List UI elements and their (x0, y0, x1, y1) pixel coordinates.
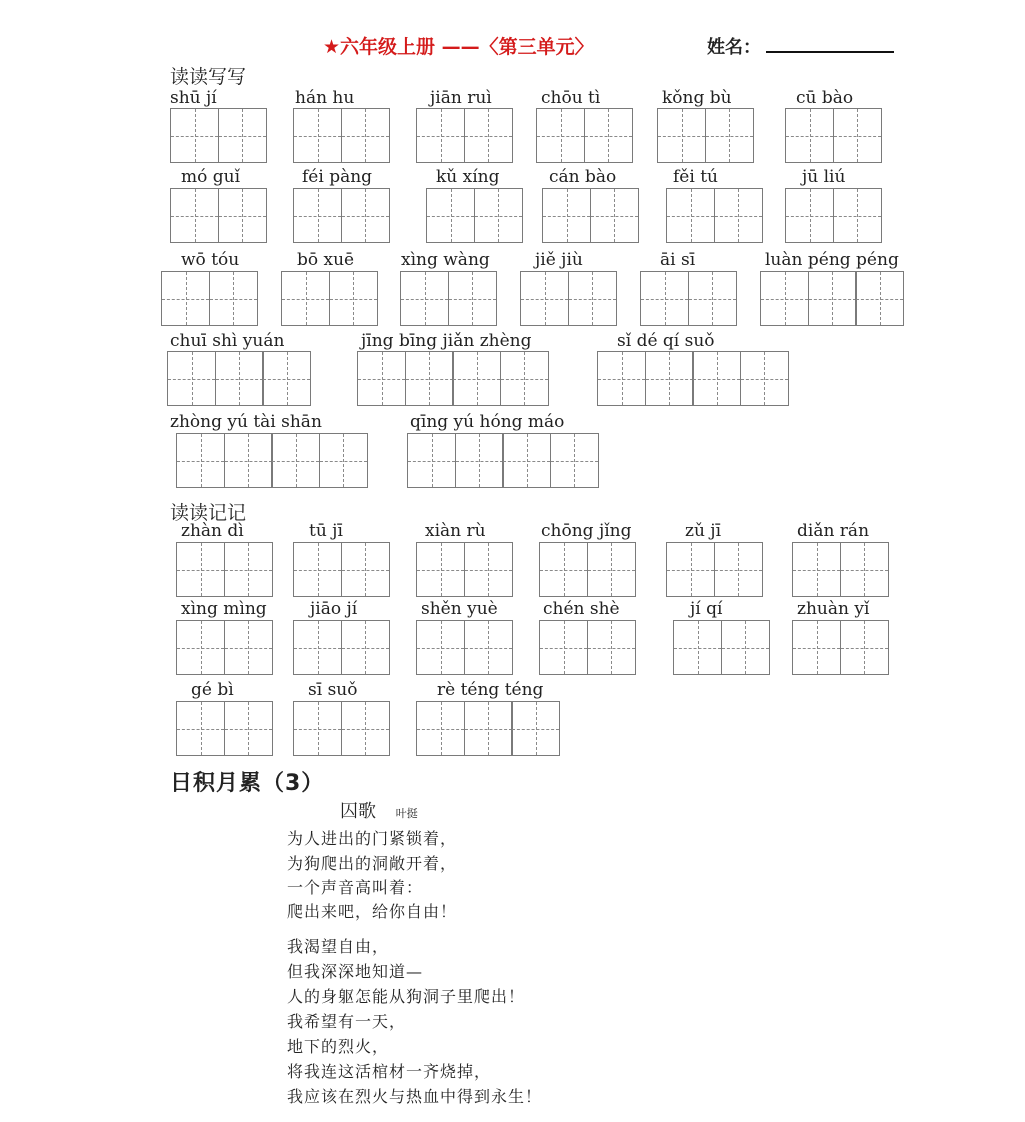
writing-cell[interactable] (587, 542, 636, 597)
writing-cell[interactable] (833, 108, 882, 163)
read-remember-writing-grid (293, 620, 388, 675)
read-write-pinyin: fěi tú (673, 167, 718, 187)
read-remember-pinyin: gé bì (191, 680, 234, 700)
read-write-pinyin: féi pàng (302, 167, 373, 187)
writing-cell[interactable] (209, 271, 258, 326)
read-write-writing-grid (293, 108, 388, 163)
read-remember-writing-grid (539, 542, 634, 597)
read-remember-pinyin: chōng jǐng (541, 521, 632, 541)
writing-cell[interactable] (224, 620, 273, 675)
read-write-pinyin: cán bào (549, 167, 617, 187)
read-remember-writing-grid (416, 701, 559, 756)
read-write-pinyin: shū jí (170, 88, 217, 108)
writing-cell[interactable] (474, 188, 523, 243)
poem-author: 叶挺 (395, 807, 418, 820)
writing-cell[interactable] (215, 351, 264, 406)
writing-cell[interactable] (792, 542, 841, 597)
read-write-writing-grid (785, 108, 880, 163)
read-write-pinyin: zhòng yú tài shān (170, 412, 322, 432)
read-write-writing-grid (760, 271, 903, 326)
writing-cell[interactable] (584, 108, 633, 163)
read-remember-pinyin: diǎn rán (797, 521, 870, 541)
writing-cell[interactable] (550, 433, 599, 488)
writing-cell[interactable] (170, 108, 219, 163)
writing-cell[interactable] (416, 108, 465, 163)
writing-cell[interactable] (293, 701, 342, 756)
writing-cell[interactable] (357, 351, 406, 406)
writing-cell[interactable] (405, 351, 454, 406)
read-write-pinyin: wō tóu (181, 250, 240, 270)
read-remember-pinyin: rè téng téng (437, 680, 544, 700)
writing-cell[interactable] (416, 620, 465, 675)
writing-cell[interactable] (855, 271, 904, 326)
read-write-pinyin: qīng yú hóng máo (410, 412, 565, 432)
read-remember-writing-grid (293, 542, 388, 597)
writing-cell[interactable] (464, 620, 513, 675)
read-remember-writing-grid (792, 620, 887, 675)
writing-cell[interactable] (224, 542, 273, 597)
writing-cell[interactable] (271, 433, 320, 488)
poem-title (340, 797, 418, 823)
writing-cell[interactable] (224, 433, 273, 488)
writing-cell[interactable] (587, 620, 636, 675)
section-heading-read-write: 读读写写 (170, 66, 247, 88)
writing-cell[interactable] (740, 351, 789, 406)
read-write-writing-grid (407, 433, 597, 488)
writing-cell[interactable] (692, 351, 741, 406)
writing-cell[interactable] (597, 351, 646, 406)
writing-cell[interactable] (520, 271, 569, 326)
writing-cell[interactable] (666, 542, 715, 597)
writing-cell[interactable] (511, 701, 560, 756)
read-remember-writing-grid (416, 542, 511, 597)
read-write-pinyin: jīng bīng jiǎn zhèng (361, 331, 532, 351)
writing-cell[interactable] (688, 271, 737, 326)
writing-cell[interactable] (645, 351, 694, 406)
writing-cell[interactable] (218, 108, 267, 163)
read-write-pinyin: luàn péng péng (765, 250, 899, 270)
read-write-pinyin: jiě jiù (535, 250, 583, 270)
writing-cell[interactable] (161, 271, 210, 326)
writing-cell[interactable] (167, 351, 216, 406)
read-write-pinyin: kǒng bù (662, 88, 732, 108)
poem-line: 将我连这活棺材一齐烧掉， (287, 1062, 492, 1081)
writing-cell[interactable] (840, 542, 889, 597)
writing-cell[interactable] (341, 188, 390, 243)
writing-cell[interactable] (785, 188, 834, 243)
poem-line: 但我深深地知道— (287, 962, 424, 981)
writing-cell[interactable] (657, 108, 706, 163)
writing-cell[interactable] (640, 271, 689, 326)
writing-cell[interactable] (341, 701, 390, 756)
writing-cell[interactable] (416, 542, 465, 597)
writing-cell[interactable] (170, 188, 219, 243)
writing-cell[interactable] (785, 108, 834, 163)
read-remember-writing-grid (176, 701, 271, 756)
poem-line: 爬出来吧，给你自由！ (287, 902, 458, 921)
worksheet-title: ★六年级上册 ——〈第三单元〉 (323, 36, 594, 58)
writing-cell[interactable] (464, 701, 513, 756)
writing-cell[interactable] (341, 542, 390, 597)
read-write-writing-grid (785, 188, 880, 243)
read-write-pinyin: jū liú (802, 167, 846, 187)
writing-cell[interactable] (464, 108, 513, 163)
read-write-writing-grid (597, 351, 787, 406)
writing-cell[interactable] (539, 620, 588, 675)
writing-cell[interactable] (281, 271, 330, 326)
read-write-writing-grid (536, 108, 631, 163)
read-write-writing-grid (170, 108, 265, 163)
section-heading-daily-accumulation: 日积月累（3） (170, 771, 325, 796)
read-write-pinyin: kǔ xíng (436, 167, 500, 187)
read-remember-writing-grid (176, 620, 271, 675)
writing-cell[interactable] (590, 188, 639, 243)
writing-cell[interactable] (293, 188, 342, 243)
poem-line: 地下的烈火， (287, 1037, 390, 1056)
writing-cell[interactable] (293, 108, 342, 163)
writing-cell[interactable] (341, 620, 390, 675)
read-write-pinyin: sǐ dé qí suǒ (617, 331, 715, 351)
read-write-pinyin: jiān ruì (430, 88, 492, 108)
writing-cell[interactable] (176, 620, 225, 675)
name-label: 姓名： (707, 37, 761, 58)
writing-cell[interactable] (416, 701, 465, 756)
writing-cell[interactable] (539, 542, 588, 597)
writing-cell[interactable] (329, 271, 378, 326)
read-write-writing-grid (640, 271, 735, 326)
writing-cell[interactable] (262, 351, 311, 406)
writing-cell[interactable] (452, 351, 501, 406)
read-write-writing-grid (400, 271, 495, 326)
read-remember-pinyin: xiàn rù (425, 521, 486, 541)
writing-cell[interactable] (792, 620, 841, 675)
writing-cell[interactable] (224, 701, 273, 756)
writing-cell[interactable] (319, 433, 368, 488)
writing-cell[interactable] (760, 271, 809, 326)
writing-cell[interactable] (721, 620, 770, 675)
writing-cell[interactable] (714, 188, 763, 243)
read-write-pinyin: xìng wàng (401, 250, 490, 270)
writing-cell[interactable] (808, 271, 857, 326)
read-write-pinyin: cū bào (796, 88, 854, 108)
writing-cell[interactable] (705, 108, 754, 163)
read-remember-pinyin: tū jī (309, 521, 343, 541)
read-write-pinyin: hán hu (295, 88, 355, 108)
writing-cell[interactable] (666, 188, 715, 243)
poem-line: 为狗爬出的洞敞开着， (287, 854, 458, 873)
writing-cell[interactable] (426, 188, 475, 243)
read-write-writing-grid (542, 188, 637, 243)
poem-line: 我希望有一天， (287, 1012, 407, 1031)
writing-cell[interactable] (502, 433, 551, 488)
read-write-pinyin: chuī shì yuán (170, 331, 285, 351)
writing-cell[interactable] (176, 433, 225, 488)
poem-line: 我渴望自由， (287, 937, 390, 956)
read-write-writing-grid (293, 188, 388, 243)
read-write-pinyin: mó guǐ (181, 167, 241, 187)
read-write-writing-grid (170, 188, 265, 243)
poem-line: 人的身躯怎能从狗洞子里爬出！ (287, 987, 526, 1006)
writing-cell[interactable] (714, 542, 763, 597)
read-remember-pinyin: xìng mìng (181, 599, 267, 619)
read-write-writing-grid (357, 351, 547, 406)
writing-cell[interactable] (673, 620, 722, 675)
read-write-writing-grid (657, 108, 752, 163)
read-write-pinyin: bō xuē (297, 250, 355, 270)
read-remember-pinyin: zǔ jī (685, 521, 722, 541)
writing-cell[interactable] (218, 188, 267, 243)
writing-cell[interactable] (464, 542, 513, 597)
writing-cell[interactable] (293, 620, 342, 675)
read-remember-writing-grid (416, 620, 511, 675)
writing-cell[interactable] (293, 542, 342, 597)
read-remember-pinyin: jí qí (690, 599, 723, 619)
read-remember-writing-grid (792, 542, 887, 597)
read-remember-pinyin: zhuàn yǐ (797, 599, 870, 619)
poem-title-text: 囚歌 (340, 801, 376, 822)
writing-cell[interactable] (176, 542, 225, 597)
read-remember-writing-grid (293, 701, 388, 756)
writing-cell[interactable] (568, 271, 617, 326)
read-write-writing-grid (426, 188, 521, 243)
read-write-writing-grid (520, 271, 615, 326)
writing-cell[interactable] (840, 620, 889, 675)
read-write-writing-grid (161, 271, 256, 326)
writing-cell[interactable] (448, 271, 497, 326)
read-remember-writing-grid (673, 620, 768, 675)
read-remember-pinyin: zhàn dì (181, 521, 244, 541)
writing-cell[interactable] (341, 108, 390, 163)
read-remember-pinyin: sī suǒ (308, 680, 358, 700)
poem-line: 为人进出的门紧锁着， (287, 829, 458, 848)
read-write-writing-grid (167, 351, 310, 406)
poem-line: 我应该在烈火与热血中得到永生！ (287, 1087, 543, 1106)
read-remember-writing-grid (176, 542, 271, 597)
read-write-writing-grid (666, 188, 761, 243)
read-write-pinyin: āi sī (660, 250, 696, 270)
read-remember-pinyin: chén shè (543, 599, 620, 619)
read-remember-pinyin: jiāo jí (310, 599, 358, 619)
read-remember-pinyin: shěn yuè (421, 599, 498, 619)
read-write-writing-grid (281, 271, 376, 326)
read-write-writing-grid (176, 433, 366, 488)
writing-cell[interactable] (455, 433, 504, 488)
writing-cell[interactable] (407, 433, 456, 488)
writing-cell[interactable] (542, 188, 591, 243)
poem-line: 一个声音高叫着： (287, 878, 424, 897)
writing-cell[interactable] (400, 271, 449, 326)
read-write-pinyin: chōu tì (541, 88, 601, 108)
read-remember-writing-grid (666, 542, 761, 597)
read-remember-writing-grid (539, 620, 634, 675)
writing-cell[interactable] (536, 108, 585, 163)
writing-cell[interactable] (176, 701, 225, 756)
writing-cell[interactable] (833, 188, 882, 243)
section-heading-read-remember: 读读记记 (170, 502, 247, 524)
writing-cell[interactable] (500, 351, 549, 406)
read-write-writing-grid (416, 108, 511, 163)
name-input-line[interactable] (766, 51, 894, 53)
